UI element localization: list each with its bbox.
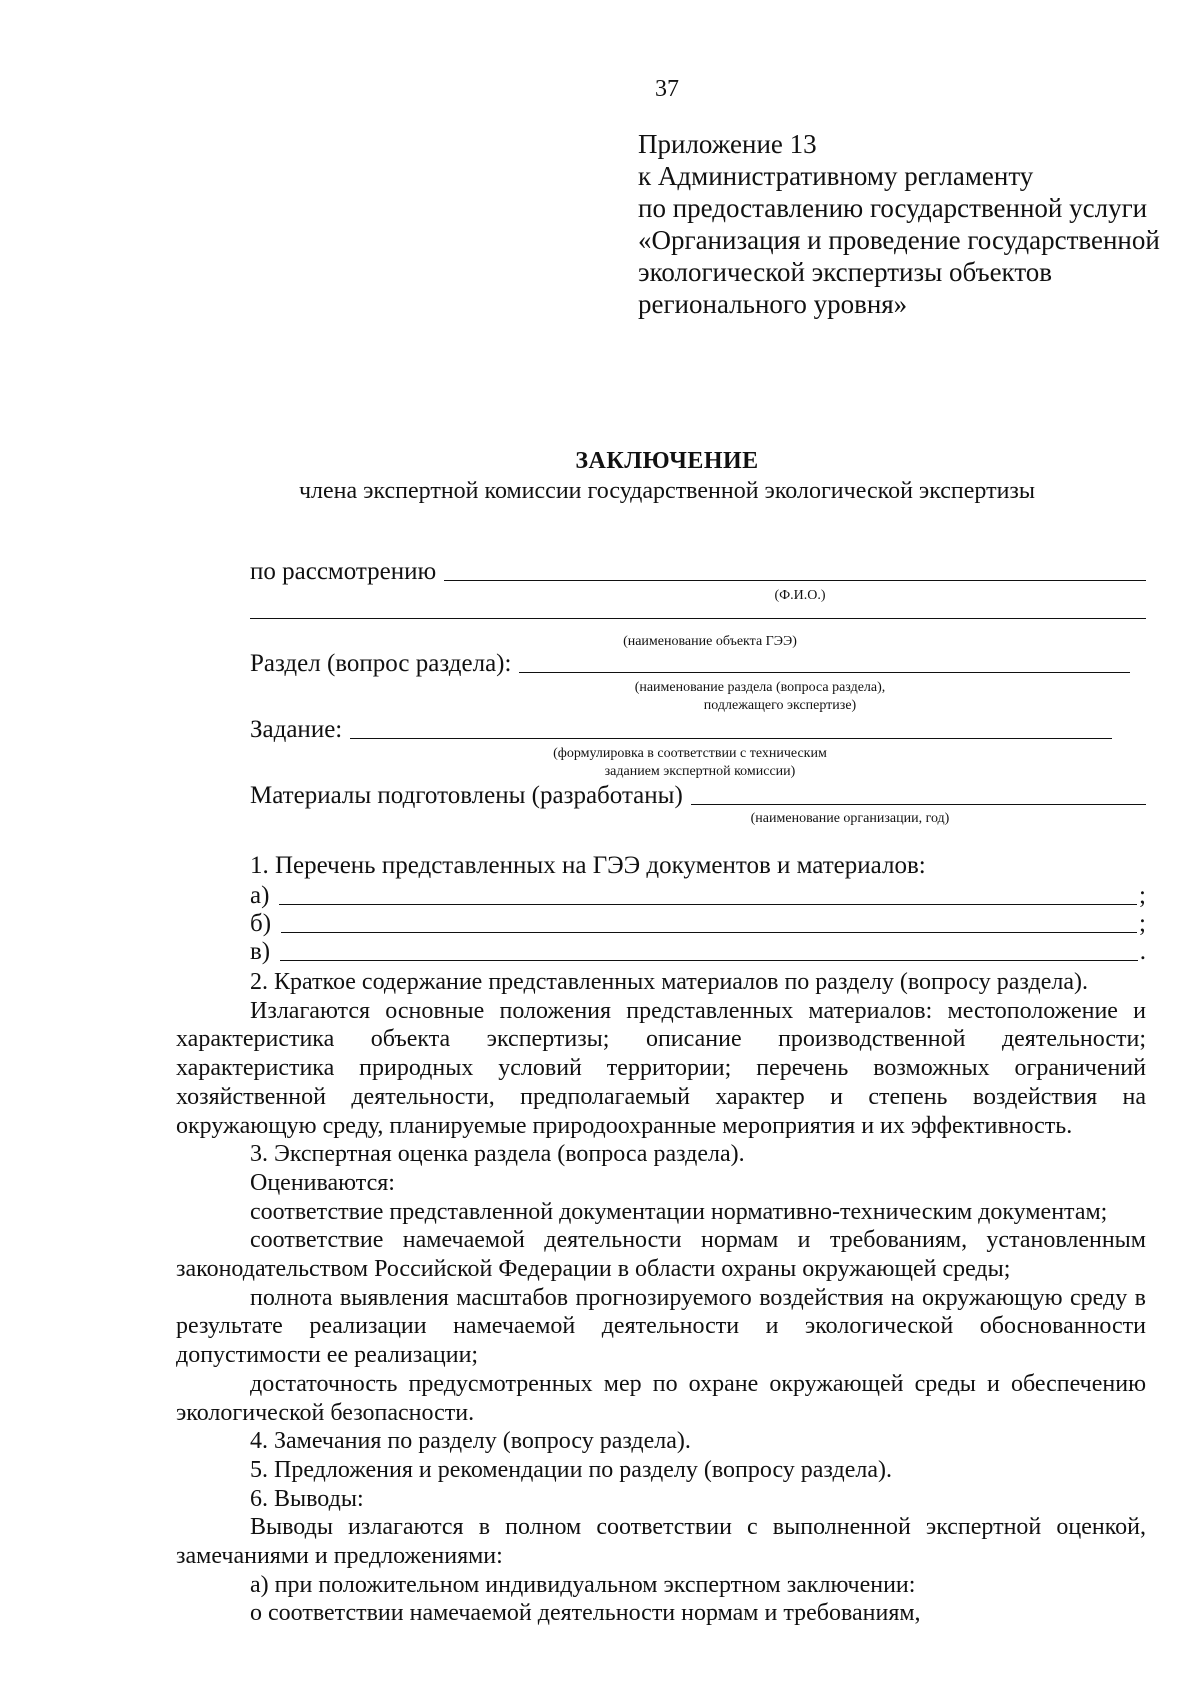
- list-item-end: .: [1139, 938, 1146, 965]
- paragraph: Излагаются основные положения представленных материалов: местоположение и характеристика объекта экспертизы; описание производственной деятельности; характеристика природных условий территории; перечень возможных ограничений хозяйственной деятельности, предполагаемый характер и степень воздействия на окружающую среду, планируемые природоохранные мероприятия и их эффективность.: [176, 997, 1146, 1139]
- list-item: [250, 910, 1146, 938]
- body-text: [176, 968, 1146, 1628]
- fio-caption: (Ф.И.О.): [774, 588, 826, 603]
- document-subtitle: члена экспертной комиссии государственной экологической экспертизы: [298, 478, 1036, 504]
- materials-field: [250, 782, 1146, 810]
- paragraph: Оцениваются:: [250, 1169, 395, 1196]
- paragraph: соответствие намечаемой деятельности нормам и требованиям, установленным законодательством Российской Федерации в области охраны окружающей среды;: [176, 1227, 1146, 1283]
- paragraph: соответствие представленной документации нормативно-техническим документам;: [250, 1198, 1108, 1225]
- list-item-fill-line: [280, 960, 1138, 961]
- list-item-fill-line: [279, 904, 1137, 905]
- paragraph: достаточность предусмотренных мер по охране окружающей среды и обеспечению экологической безопасности.: [176, 1370, 1146, 1426]
- task-caption-2: заданием экспертной комиссии): [604, 764, 796, 779]
- appendix-line: экологической экспертизы объектов: [638, 257, 1053, 287]
- list-item-letter: б): [250, 910, 272, 937]
- list-item: [250, 882, 1146, 910]
- paragraph: Выводы излагаются в полном соответствии с выполненной экспертной оценкой, замечаниями и предложениями:: [176, 1514, 1146, 1570]
- object-fill-line: [250, 618, 1146, 619]
- materials-caption: (наименование организации, год): [750, 811, 950, 826]
- paragraph: 6. Выводы:: [250, 1485, 364, 1512]
- task-label: Задание:: [250, 716, 343, 743]
- review-field: [250, 558, 1146, 586]
- task-caption-1: (формулировка в соответствии с техническим: [553, 746, 827, 761]
- section-caption-2: подлежащего экспертизе): [703, 698, 857, 713]
- section-caption-1: (наименование раздела (вопроса раздела),: [634, 680, 886, 695]
- appendix-line: регионального уровня»: [638, 289, 908, 319]
- list-item-end: ;: [1139, 910, 1146, 937]
- list-item-fill-line: [281, 932, 1137, 933]
- task-fill-line: [350, 738, 1112, 739]
- appendix-line: к Административному регламенту: [638, 161, 1034, 191]
- paragraph: а) при положительном индивидуальном экспертном заключении:: [250, 1571, 916, 1598]
- appendix-line: по предоставлению государственной услуги: [638, 193, 1148, 223]
- appendix-line: Приложение 13: [638, 129, 817, 159]
- paragraph: 5. Предложения и рекомендации по разделу (вопросу раздела).: [250, 1456, 892, 1483]
- task-field: [250, 716, 1112, 744]
- object-field: [250, 604, 1146, 624]
- list-item-letter: а): [250, 882, 270, 909]
- section-fill-line: [519, 672, 1130, 673]
- review-label: по рассмотрению: [250, 558, 437, 585]
- materials-fill-line: [691, 804, 1146, 805]
- paragraph: о соответствии намечаемой деятельности нормам и требованиям,: [250, 1600, 921, 1627]
- paragraph: 4. Замечания по разделу (вопросу раздела).: [250, 1428, 691, 1455]
- section-field: [250, 650, 1130, 678]
- list-item: [250, 938, 1146, 966]
- review-fill-line: [444, 580, 1146, 581]
- paragraph: 3. Экспертная оценка раздела (вопроса раздела).: [250, 1141, 745, 1168]
- paragraph: полнота выявления масштабов прогнозируемого воздействия на окружающую среду в результате реализации намечаемой деятельности и экологической обоснованности допустимости ее реализации;: [176, 1284, 1146, 1369]
- list-item-end: ;: [1139, 882, 1146, 909]
- list-heading: 1. Перечень представленных на ГЭЭ документов и материалов:: [250, 852, 926, 879]
- list-item-letter: в): [250, 938, 271, 965]
- object-caption: (наименование объекта ГЭЭ): [623, 634, 797, 649]
- appendix-line: «Организация и проведение государственной: [638, 225, 1160, 255]
- section-label: Раздел (вопрос раздела):: [250, 650, 512, 677]
- materials-label: Материалы подготовлены (разработаны): [250, 782, 683, 809]
- document-title: ЗАКЛЮЧЕНИЕ: [575, 448, 759, 474]
- paragraph: 2. Краткое содержание представленных материалов по разделу (вопросу раздела).: [250, 969, 1088, 995]
- appendix-header: [638, 128, 1160, 320]
- page-number: 37: [655, 76, 679, 102]
